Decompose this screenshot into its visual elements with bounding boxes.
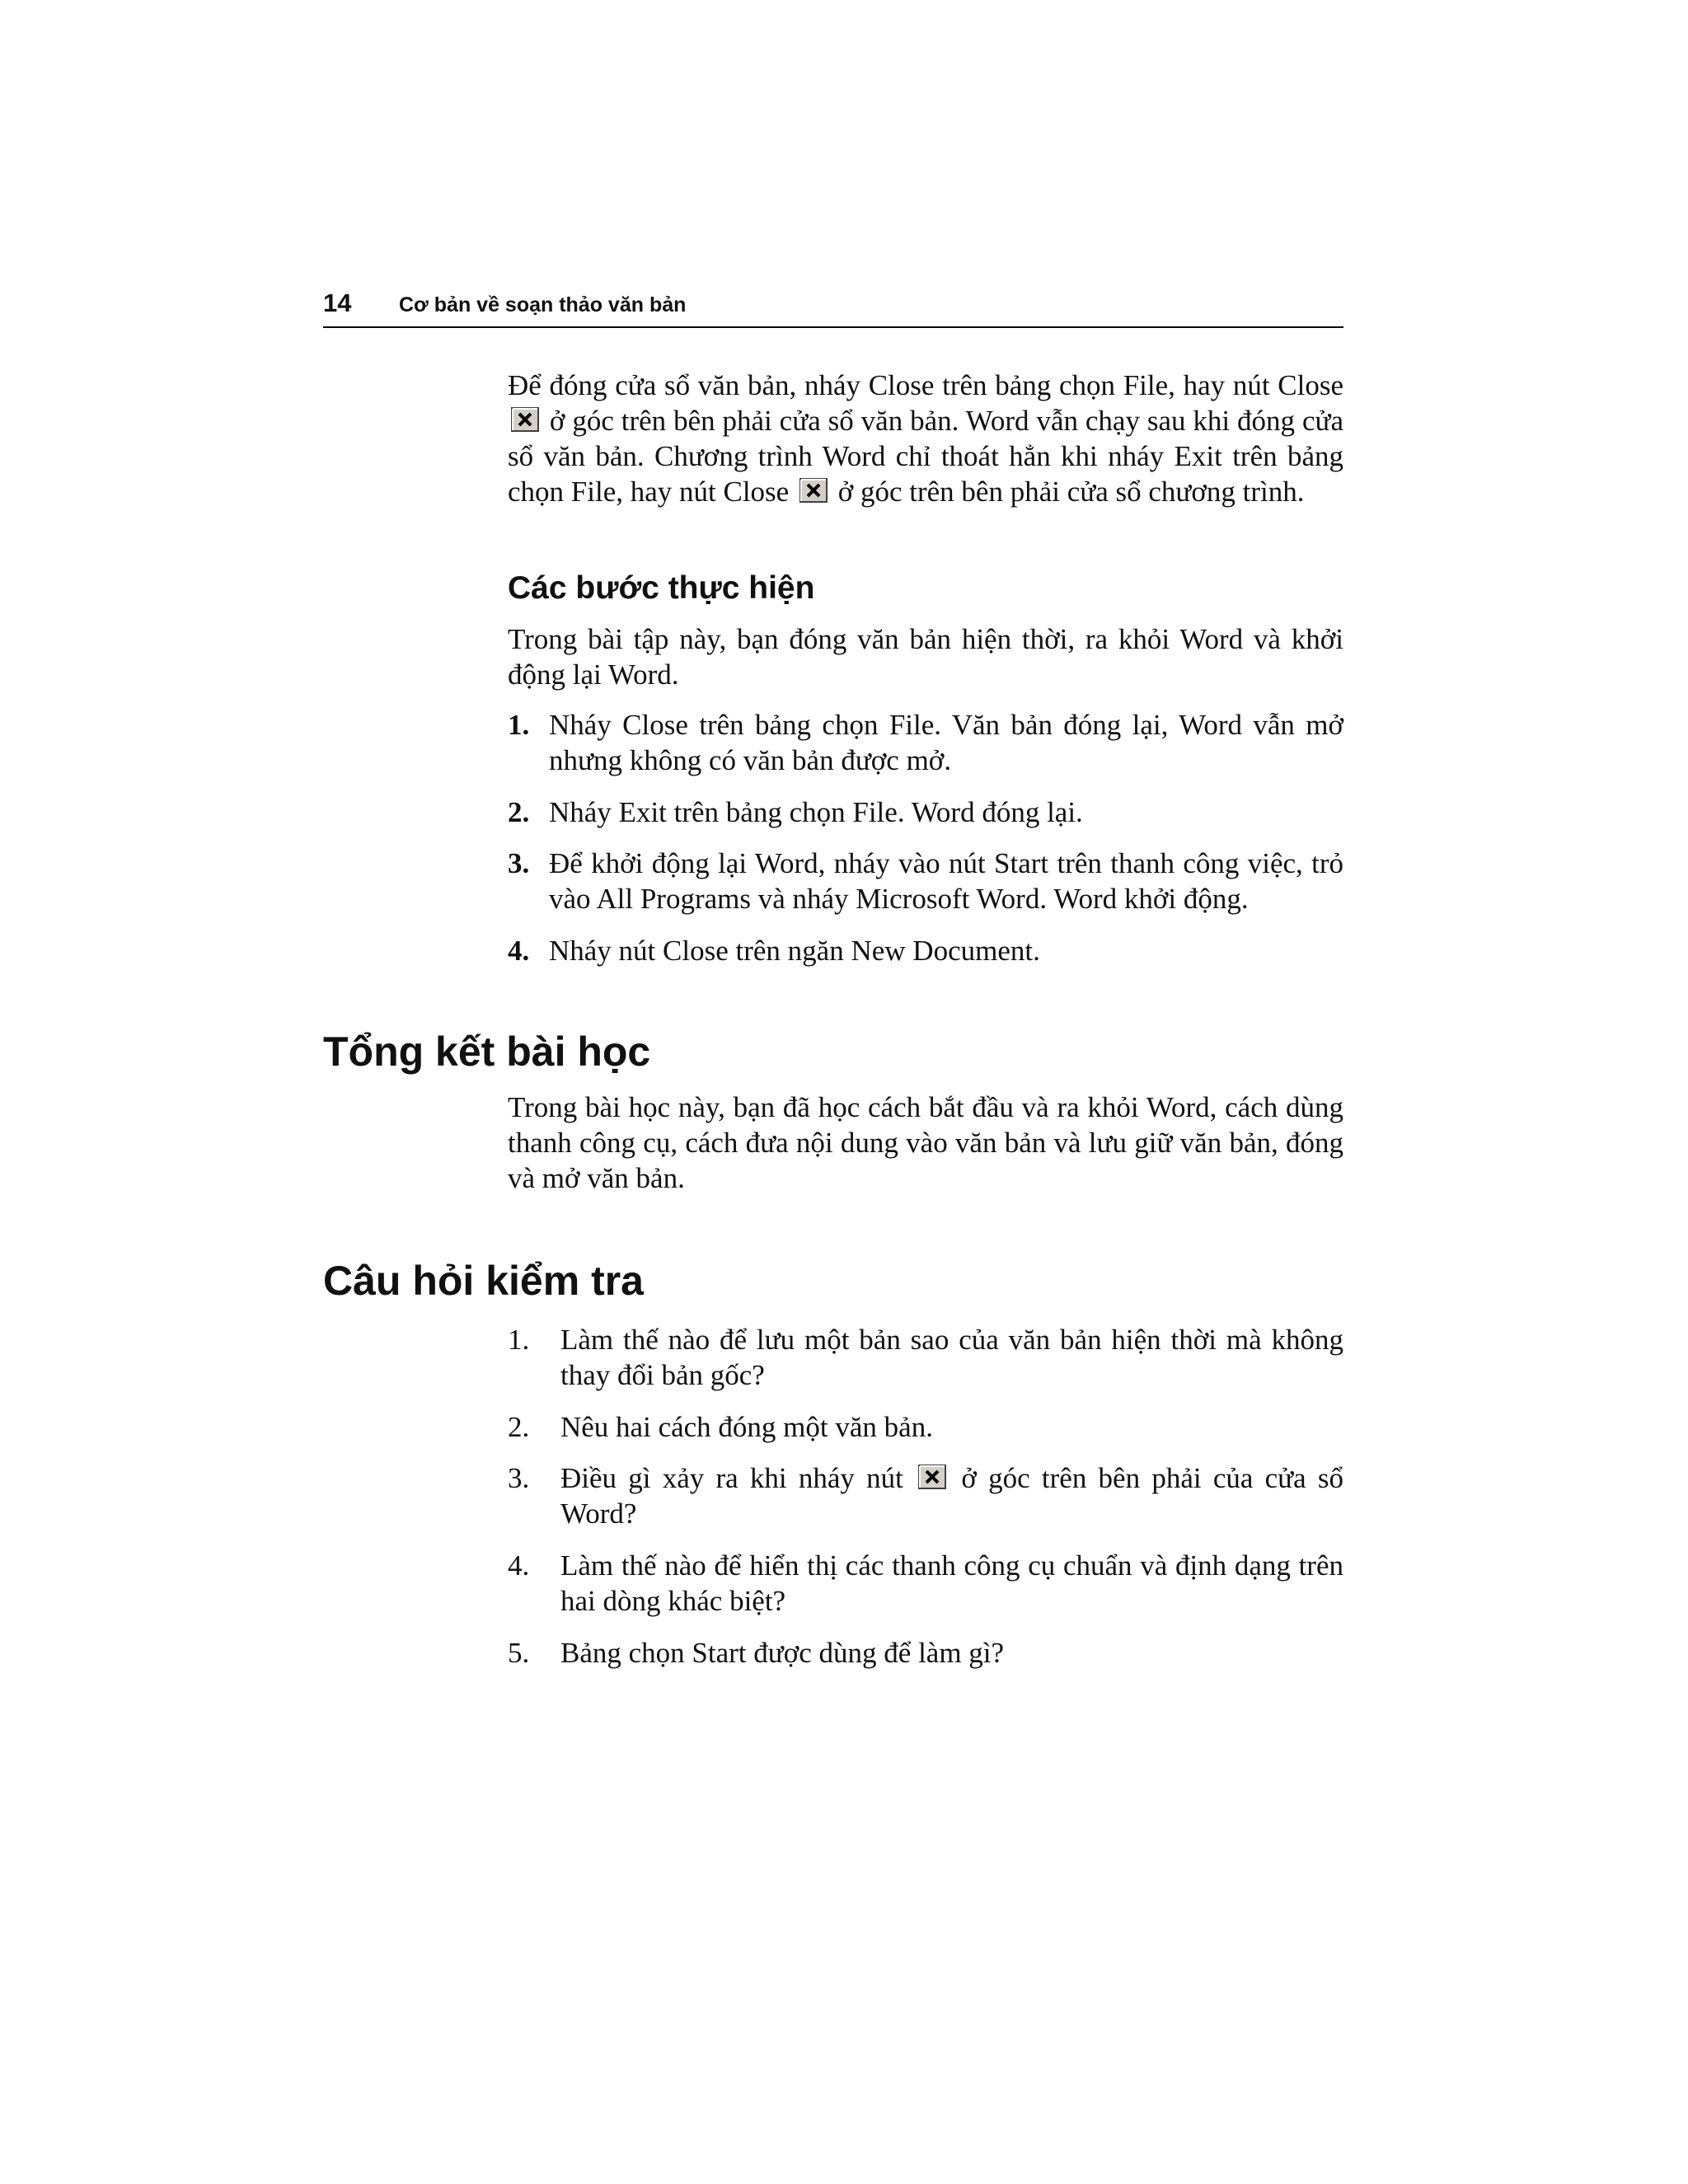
- question-text: Làm thế nào để lưu một bản sao của văn bản hiện thời mà không thay đổi bản gốc?: [560, 1324, 1343, 1391]
- step-text: Để khởi động lại Word, nháy vào nút Start trên thanh công việc, trỏ vào All Programs và nháy Microsoft Word. Word khởi động.: [549, 847, 1343, 915]
- step-number: 4.: [508, 935, 530, 967]
- question-text: Nêu hai cách đóng một văn bản.: [560, 1411, 933, 1443]
- close-icon: [799, 478, 828, 503]
- list-item: [508, 933, 1343, 968]
- questions-heading: Câu hỏi kiểm tra: [323, 1258, 644, 1304]
- step-text: Nháy Close trên bảng chọn File. Văn bản đóng lại, Word vẫn mở nhưng không có văn bản được mở.: [549, 709, 1343, 776]
- close-icon: [918, 1465, 946, 1489]
- intro-text-3: ở góc trên bên phải cửa sổ chương trình.: [837, 476, 1305, 508]
- step-number: 1.: [508, 709, 530, 741]
- list-item: [508, 1409, 1343, 1445]
- step-text: Nháy Exit trên bảng chọn File. Word đóng lại.: [549, 796, 1083, 828]
- question-text: [560, 1460, 1343, 1531]
- question-text-before: Điều gì xảy ra khi nháy nút: [560, 1462, 903, 1494]
- list-item: [508, 1548, 1343, 1619]
- intro-paragraph: [508, 368, 1343, 509]
- steps-heading: Các bước thực hiện: [508, 570, 815, 606]
- list-item: [508, 1322, 1343, 1393]
- question-text: Bảng chọn Start được dùng để làm gì?: [560, 1637, 1005, 1669]
- question-number: 1.: [508, 1324, 530, 1356]
- list-item: [508, 794, 1343, 830]
- step-number: 2.: [508, 796, 530, 828]
- list-item: [508, 1635, 1343, 1671]
- book-title: Cơ bản về soạn thảo văn bản: [399, 293, 687, 316]
- question-number: 4.: [508, 1549, 530, 1582]
- intro-text-2: ở góc trên bên phải cửa sổ văn bản. Word vẫn chạy sau khi đóng cửa sổ văn bản. Chương trình Word chỉ thoát hẳn khi nháy Exit trên bảng chọn File, hay nút Close: [508, 405, 1343, 508]
- summary-paragraph: Trong bài học này, bạn đã học cách bắt đầu và ra khỏi Word, cách dùng thanh công cụ, cách đưa nội dung vào văn bản và lưu giữ văn bản, đóng và mở văn bản.: [508, 1091, 1343, 1194]
- close-icon: [511, 407, 539, 432]
- question-number: 5.: [508, 1637, 530, 1669]
- summary-heading: Tổng kết bài học: [323, 1029, 651, 1075]
- page-number: 14: [323, 288, 352, 317]
- list-item: [508, 707, 1343, 778]
- step-text: Nháy nút Close trên ngăn New Document.: [549, 935, 1040, 967]
- step-number: 3.: [508, 847, 530, 879]
- question-text-after: ở góc trên bên phải của cửa sổ Word?: [560, 1462, 1344, 1530]
- list-item: [508, 846, 1343, 916]
- question-number: 2.: [508, 1411, 530, 1443]
- intro-text-1: Để đóng cửa sổ văn bản, nháy Close trên bảng chọn File, hay nút Close: [508, 369, 1343, 401]
- question-number: 3.: [508, 1462, 530, 1494]
- running-header: [323, 287, 1343, 328]
- list-item: [508, 1460, 1343, 1531]
- steps-intro: Trong bài tập này, bạn đóng văn bản hiện thời, ra khỏi Word và khởi động lại Word.: [508, 623, 1343, 691]
- question-text: Làm thế nào để hiển thị các thanh công cụ chuẩn và định dạng trên hai dòng khác biệt?: [560, 1549, 1343, 1617]
